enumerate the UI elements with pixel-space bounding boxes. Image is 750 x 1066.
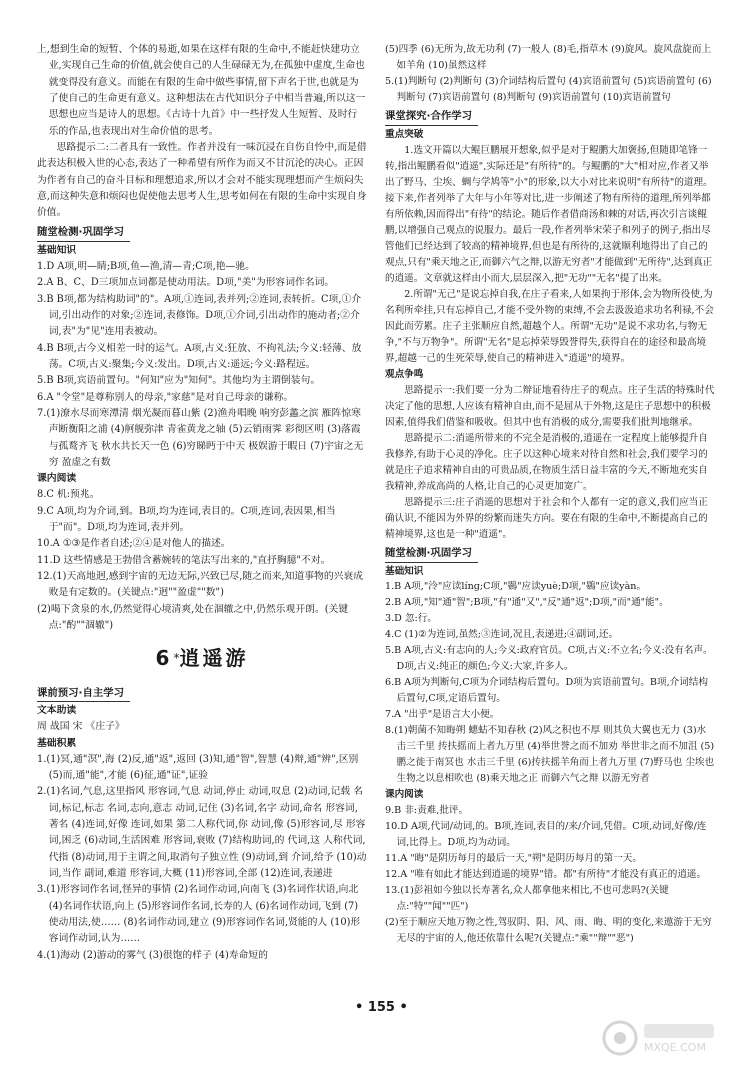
- left-column: [37, 42, 367, 964]
- right-paragraph: (5)四季 (6)无所为,故无功利 (7)一般人 (8)毛,指草木 (9)旋风。旋风盘旋而上如羊角 (10)虽然这样: [385, 44, 712, 71]
- left-paragraph: 11.D 这些情感是王勃借含蓄婉转的笔法写出来的,"直抒胸臆"不对。: [37, 554, 331, 566]
- right-paragraph: 思路提示二:消遥所带来的不完全是消极的,逍遥在一定程度上能够提升自我修养,有助于心灵的净化。庄子以这种心境来对待自然和社会,我们要学习的就是庄子追求精神自由的可贵品质,在物质生活日益丰富的今天,不断地充实自我精神,养成高尚的人格,让自己的心灵更加宽广。: [385, 432, 708, 492]
- left-paragraph: 6.A "令堂"是尊称别人的母亲,"家慈"是对自己母亲的谦称。: [37, 391, 294, 403]
- right-paragraph: (2)至于顺应天地万物之性,驾驭阴、阳、风、雨、晦、明的变化,来遨游于无穷无尽的宇宙的人,他还依靠什么呢?(关键点:"乘""辩""恶"): [385, 917, 712, 945]
- lesson-star: *: [173, 651, 180, 666]
- right-column: [385, 42, 715, 947]
- left-paragraph: 2.A B、C、D三项加点词都是使动用法。D项,"美"为形容词作名词。: [37, 277, 335, 289]
- subsection-heading: 基础知识: [385, 565, 424, 577]
- lesson-number: 6: [155, 646, 174, 671]
- right-paragraph: 6.B A项为判断句,C项为介词结构后置句。D项为宾语前置句。B项,介词结构后置句,C项,定语后置句。: [385, 677, 708, 705]
- lesson-title: 逍遥游: [179, 646, 249, 671]
- right-paragraph: 7.A "出乎"是语言大小便。: [385, 709, 500, 721]
- right-paragraph: 5.(1)判断句 (2)判断句 (3)介词结构后置句 (4)宾语前置句 (5)宾语前置句 (6)判断句 (7)宾语前置句 (8)判断句 (9)宾语前置句 (10)宾语前置句: [385, 75, 712, 103]
- right-paragraph: 4.C (1)②为连词,虽然;③连词,况且,表递进;④副词,还。: [385, 629, 619, 641]
- left-paragraph: 1.(1)冥,通"溟",海 (2)反,通"返",返回 (3)知,通"智",智慧 (4)辩,通"辨",区别 (5)而,通"能",才能 (6)征,通"证",证验: [37, 753, 359, 782]
- left-paragraph: 2.(1)名词,气息,这里指风 形容词,气息 动词,停止 动词,叹息 (2)动词,记载 名词,标记,标志 名词,志向,意志 动词,记住 (3)名词,名字 动词,命名 形容词,著名 (4)连词,好像 连词,如果 第二人称代词,你 动词,像 (5)形容词,尽 形容词,困乏 (6)动词,生活困难 形容词,衰败 (7)结构助词,的 代词,这 人称代词,代指 (8)动词,用于主谓之间,取消句子独立性 (9)动词,到 介词,给予 (10)动词,当作 副词,难道 形容词,大概 (11)形容词,全部 (12)连词,表递进: [37, 786, 367, 879]
- subsection-heading: 课内阅读: [385, 789, 424, 801]
- section-bar: 课前预习·自主学习: [37, 685, 130, 702]
- subsection-heading: 基础知识: [37, 244, 77, 256]
- left-paragraph: 5.B B项,宾语前置句。"何知"应为"知何"。其他均为主谓倒装句。: [37, 375, 321, 387]
- left-paragraph: 3.(1)形容词作名词,怪异的事情 (2)名词作动词,向南飞 (3)名词作状语,向北 (4)名词作状语,向上 (5)形容词作名词,长寿的人 (6)名词作动词,飞到 (7)使动用法,使…… (8)名词作动词,建立 (9)形容词作名词,贤能的人 (10)形容词作动词,认为……: [37, 884, 361, 945]
- left-paragraph: 9.C A项,均为介词,到。B项,均为连词,表目的。C项,连词,表因果,相当于"而"。D项,均为连词,表并列。: [37, 505, 336, 534]
- right-paragraph: 9.B 非:责难,批评。: [385, 805, 469, 817]
- left-paragraph: (2)喝下贪泉的水,仍然觉得心境清爽,处在涸辙之中,仍然乐观开朗。(关键点:"酌""涸辙"): [37, 603, 349, 631]
- left-paragraph: 3.B B项,都为结构助词"的"。A项,①连词,表并列;②连词,表转折。C项,①介词,引出动作的对象;②连词,表修饰。D项,①介词,引出动作的施动者;②介词,表"为"见"连用表被动。: [37, 293, 362, 338]
- left-paragraph: 上,想到生命的短暂、个体的易逝,如果在这样有限的生命中,不能赶快建功立业,实现自己生命的价值,就会使自己的人生碌碌无为,在孤独中虚度,生命也就变得没有意义。而能在有限的生命中做些事情,留下声名于世,也就是为了使自己的生命更有意义。这种想法在古代知识分子中相当普遍,所以这一思想也应当是诗人的思想。《古诗十九首》中一些抒发人生短暂、及时行乐的作品,也表现出对生命价值的思考。: [37, 44, 366, 137]
- left-paragraph: 8.C 机:预兆。: [37, 489, 100, 501]
- right-paragraph: 思路提示一:我们要一分为二辩证地看待庄子的观点。庄子生活的特殊时代决定了他的思想,人应该有精神自由,而不是屈从于外物,这是庄子思想中的积极因素,值得我们借鉴和吸收。但其中也有消极的成分,需要我们批判地继承。: [385, 384, 715, 428]
- left-paragraph: 4.B B项,古今义相差一时的运气。A项,古义:狂放、不拘礼法;今义:轻薄、放荡。C项,古义:聚集;今义:发出。D项,古义:遥远;今义:路程远。: [37, 342, 362, 370]
- watermark-text: MXQE.COM: [644, 1041, 706, 1054]
- section-bar: 随堂检测·巩固学习: [37, 224, 130, 241]
- left-paragraph: 10.A ①③是作者自述;②④是对他人的描述。: [37, 538, 231, 550]
- subsection-heading: 课内阅读: [37, 473, 77, 485]
- section-bar: 课堂探究·合作学习: [385, 109, 478, 126]
- subsection-heading: 文本助读: [37, 704, 77, 716]
- left-paragraph: 7.(1)潦水尽而寒潭清 烟光凝而暮山紫 (2)渔舟唱晚 响穷彭蠡之滨 雁阵惊寒 声断衡阳之浦 (4)舸舰弥津 青雀黄龙之轴 (5)云销雨霁 彩彻区明 (3)落霞与孤鹜齐飞 秋水共长天一色 (6)穷睇眄于中天 极娱游于暇日 (7)宇宙之无穷 盈虚之有数: [37, 407, 364, 468]
- right-paragraph: 2.所谓"无己"是说忘掉自我,在庄子看来,人如果拘于形体,会为物所役使,为名利所牵挂,只有忘掉自己,才能不受外物的束缚,不会去汲汲追求功名利禄,不会因此而劳累。庄子主张顺应自然,超越个人。所谓"无功"是说不求功名,与物无争,"不与万物争"。所谓"无名"是忘掉荣辱毁誉得失,获得自在的途径和最高境界,超越一己的生死荣辱,使自己的精神进入"逍遥"的境界。: [385, 288, 714, 364]
- right-paragraph: 2.B A项,"知"通"智";B项,"有"通"又","反"通"返";D项,"而"通"能"。: [385, 597, 669, 609]
- right-paragraph: 8.(1)朝菌不知晦朔 蟪蛄不知春秋 (2)风之积也不厚 则其负大翼也无力 (3)水击三千里 抟扶摇而上者九万里 (4)举世誉之而不加劝 举世非之而不加沮 (5)鹏之徙于南冥也 水击三千里 (6)抟扶摇羊角而上者九万里 (7)野马也 尘埃也 生物之以息相吹也 (8)乘天地之正 而御六气之辩 以游无穷者: [385, 725, 715, 785]
- right-paragraph: 10.D A项,代词/动词,的。B项,连词,表目的/来/介词,凭借。C项,动词,好像/连词,比得上。D项,均为动词。: [385, 821, 707, 849]
- subsection-heading: 观点争鸣: [385, 368, 424, 380]
- left-paragraph: 1.D A项,明—睛;B项,鱼—渔,清—青;C项,艳—驰。: [37, 261, 255, 273]
- watermark-logo: [600, 1018, 730, 1058]
- left-paragraph: 思路提示二:二者具有一致性。作者并没有一味沉浸在自伤自怜中,而是借此表达积极入世的心态,表达了一种希望有所作为而又不甘沉沦的决心。正因为作者有自己的奋斗目标和理想追求,所以才会对不能实现理想而产生烦闷失意,而这种失意和烦闷也促使他去思考人生,思考如何在有限的生命中实现自身价值。: [37, 141, 367, 219]
- right-paragraph: 1.B A项,"泠"应读líng;C项,"鷃"应读yuè;D项,"鷃"应读yàn。: [385, 581, 647, 593]
- page-number: • 155 •: [355, 1000, 408, 1015]
- left-paragraph: 12.(1)天高地迥,感到宇宙的无边无际,兴致已尽,随之而来,知道事物的兴衰成败是有定数的。(关键点:"迥""盈虚""数"): [37, 571, 364, 599]
- section-bar: 随堂检测·巩固学习: [385, 546, 478, 563]
- subsection-heading: 基础积累: [37, 737, 77, 749]
- left-paragraph: 4.(1)海动 (2)游动的雾气 (3)很饱的样子 (4)寿命短的: [37, 949, 268, 961]
- right-paragraph: 13.(1)彭祖如今独以长寿著名,众人都拿他来相比,不也可悲吗?(关键点:"特""闻""匹"): [385, 885, 669, 913]
- right-paragraph: 11.A "晦"是阴历每月的最后一天,"朔"是阴历每月的第一天。: [385, 853, 642, 865]
- left-paragraph: 周 战国 宋 《庄子》: [37, 721, 125, 733]
- right-paragraph: 3.D 忽:行。: [385, 613, 437, 625]
- right-paragraph: 5.B A项,古义:有志向的人;今义:政府官员。C项,古义:不立名;今义:没有名声。D项,古义:纯正的颜色;今义:大家,许多人。: [385, 645, 713, 673]
- right-paragraph: 12.A "唯有如此才能达到逍遥的境界"错。都"有所待"才能没有真正的逍遥。: [385, 869, 707, 881]
- lesson-heading: [37, 646, 367, 671]
- right-paragraph: 思路提示三:庄子消遥的思想对于社会和个人都有一定的意义,我们应当正确认识,不能因为外界的纷繁而迷失方向。要在有限的生命中,不断提高自己的精神境界,这也是一种"逍遥"。: [385, 496, 708, 540]
- right-paragraph: 1.选文开篇以大鲲巨鹏展开想象,似乎是对于鲲鹏大加褒扬,但随即笔锋一转,指出鲲鹏看似"逍遥",实际还是"有所待"的。与鲲鹏的"大"相对应,作者又举出了野马、尘埃、蜩与学鸠等"小"的形象,以大小对比来说明"有所待"的道理。接下来,作者列举了大年与小年等对比,进一步阐述了物有所待的道理,所列举都有所依赖,因而得出"有待"的结论。随后作者借商汤和棘的对话,再次引言谈鲲鹏,以增强自己观点的说服力。最后一段,作者列举宋荣子和列子的例子,指出尽管他们已经达到了较高的精神境界,但也是有所待的,这就顺利地得出了自己的观点,只有"乘天地之正,而御六气之辩,以游无穷者"才能做到"无所待",达到真正的逍遥。文章就这样由小而大,层层深入,把"无功""无名"提了出来。: [385, 144, 713, 284]
- subsection-heading: 重点突破: [385, 128, 424, 140]
